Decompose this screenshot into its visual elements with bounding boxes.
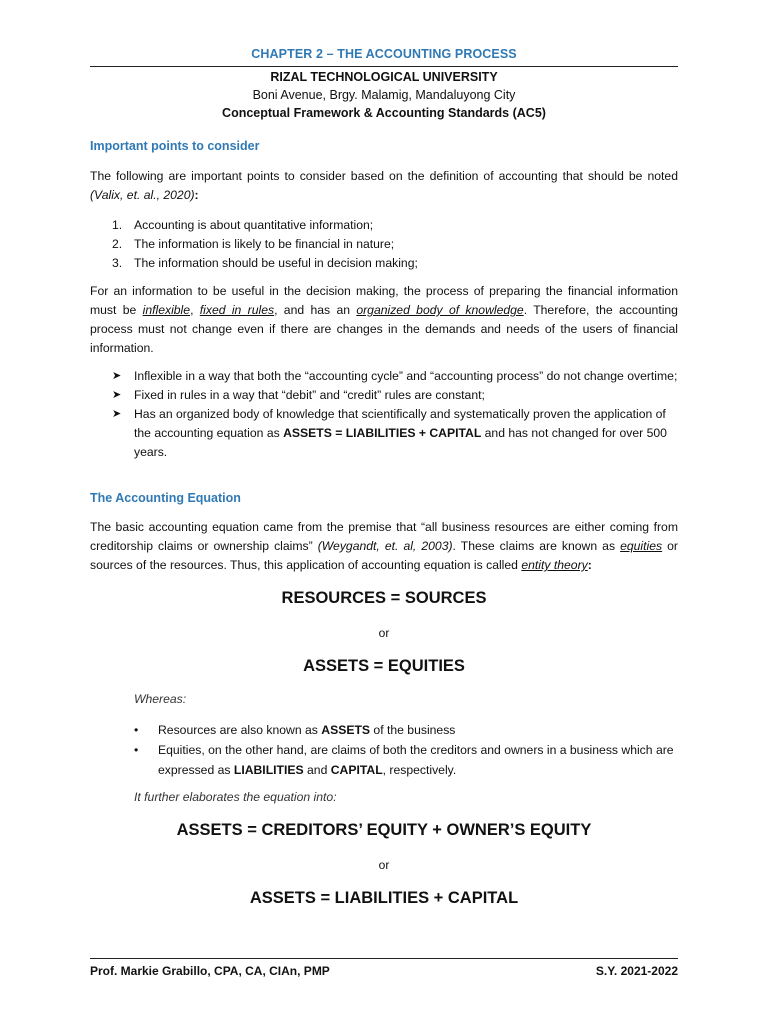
intro-paragraph <box>90 167 678 205</box>
bullet-dot-icon: • <box>134 723 139 737</box>
whereas-label: Whereas: <box>134 692 187 706</box>
intro-colon: : <box>194 188 199 202</box>
term-inflexible: inflexible <box>142 303 191 317</box>
course-title: Conceptual Framework & Accounting Standards (AC5) <box>222 106 546 120</box>
equation-inline: ASSETS = LIABILITIES + CAPITAL <box>283 426 482 440</box>
bullet-dot-icon: • <box>134 743 139 757</box>
footer-rule <box>90 958 678 959</box>
citation: (Weygandt, et. al, 2003) <box>317 539 453 553</box>
arrow-list-item <box>112 367 678 386</box>
arrow-text: Fixed in rules in a way that “debit” and “credit” rules are constant; <box>134 388 485 402</box>
elaborate-label: It further elaborates the equation into: <box>134 790 337 804</box>
arrow-text: Inflexible in a way that both the “accounting cycle” and “accounting process” do not change overtime; <box>134 369 678 383</box>
bullet-list <box>134 720 678 780</box>
para-text: : <box>587 558 592 572</box>
bullet-text-part: , respectively. <box>382 763 457 777</box>
intro-text: The following are important points to consider based on the definition of accounting that should be noted <box>90 169 678 183</box>
arrow-bullet-icon: ➤ <box>112 370 122 382</box>
bullet-bold: LIABILITIES <box>233 763 304 777</box>
equation-creditors-owners: ASSETS = CREDITORS’ EQUITY + OWNER’S EQUITY <box>176 821 592 839</box>
para-text: . Therefore, the accounting process must not change even if there are changes in the demands and needs of the users of financial information. <box>90 303 678 355</box>
header-rule <box>90 66 678 67</box>
arrow-bullet-icon: ➤ <box>112 389 122 401</box>
university-header <box>0 68 768 122</box>
para-text: or sources of the resources. Thus, this application of accounting equation is called <box>90 539 678 572</box>
or-separator: or <box>378 858 390 872</box>
list-number: 2. <box>112 237 123 251</box>
footer <box>90 964 678 978</box>
or-separator: or <box>378 626 390 640</box>
arrow-list <box>112 367 678 462</box>
arrow-text <box>134 405 678 462</box>
term-organized-body: organized body of knowledge <box>356 303 524 317</box>
bullet-list-item <box>134 720 678 740</box>
bullet-text <box>158 740 678 780</box>
bullet-list-item <box>134 740 678 780</box>
para-text: , and has an <box>274 303 357 317</box>
para-text: . These claims are known as <box>452 539 621 553</box>
bullet-text-part: of the business <box>370 723 456 737</box>
section-heading-accounting-equation: The Accounting Equation <box>90 491 241 505</box>
list-number: 3. <box>112 256 123 270</box>
bullet-text-part: Resources are also known as <box>158 723 322 737</box>
arrow-bullet-icon: ➤ <box>112 408 122 420</box>
para-text: The basic accounting equation came from the premise that “all business resources are either coming from creditorship claims or ownership claims” <box>90 520 678 553</box>
list-item <box>90 235 418 254</box>
list-item <box>90 254 418 273</box>
para-text: For an information to be useful in the decision making, the process of preparing the financial information must be <box>90 284 678 317</box>
footer-school-year: S.Y. 2021-2022 <box>595 964 678 978</box>
equation-paragraph <box>90 518 678 575</box>
university-name: RIZAL TECHNOLOGICAL UNIVERSITY <box>270 70 498 84</box>
term-entity-theory: entity theory <box>521 558 588 572</box>
usefulness-paragraph <box>90 282 678 358</box>
bullet-bold: ASSETS <box>321 723 371 737</box>
section-heading-important-points: Important points to consider <box>90 139 260 153</box>
term-equities: equities <box>620 539 663 553</box>
important-points-list <box>90 216 418 273</box>
list-text: The information should be useful in decision making; <box>134 256 418 270</box>
bullet-bold: CAPITAL <box>330 763 383 777</box>
footer-author: Prof. Markie Grabillo, CPA, CA, CIAn, PMP <box>90 964 330 978</box>
arrow-list-item <box>112 386 678 405</box>
list-number: 1. <box>112 218 123 232</box>
bullet-text <box>158 720 455 740</box>
term-fixed-in-rules: fixed in rules <box>199 303 275 317</box>
bullet-text-part: and <box>303 763 331 777</box>
bullet-text-part: Equities, on the other hand, are claims of both the creditors and owners in a business which are expressed as <box>158 743 674 777</box>
equation-assets-equities: ASSETS = EQUITIES <box>303 657 465 675</box>
intro-citation: (Valix, et. al., 2020) <box>90 188 195 202</box>
chapter-title: CHAPTER 2 – THE ACCOUNTING PROCESS <box>251 47 517 61</box>
equation-assets-liabilities-capital: ASSETS = LIABILITIES + CAPITAL <box>249 889 519 907</box>
arrow-text-part: and has not changed for over 500 years. <box>134 426 667 459</box>
arrow-list-item <box>112 405 678 462</box>
list-text: The information is likely to be financial in nature; <box>134 237 395 251</box>
equation-resources-sources: RESOURCES = SOURCES <box>281 589 487 607</box>
list-text: Accounting is about quantitative information; <box>134 218 374 232</box>
arrow-text-part: Has an organized body of knowledge that scientifically and systematically proven the application of the accounting equation as <box>134 407 666 440</box>
para-text: , <box>190 303 200 317</box>
university-address: Boni Avenue, Brgy. Malamig, Mandaluyong City <box>252 88 516 102</box>
list-item <box>90 216 418 235</box>
